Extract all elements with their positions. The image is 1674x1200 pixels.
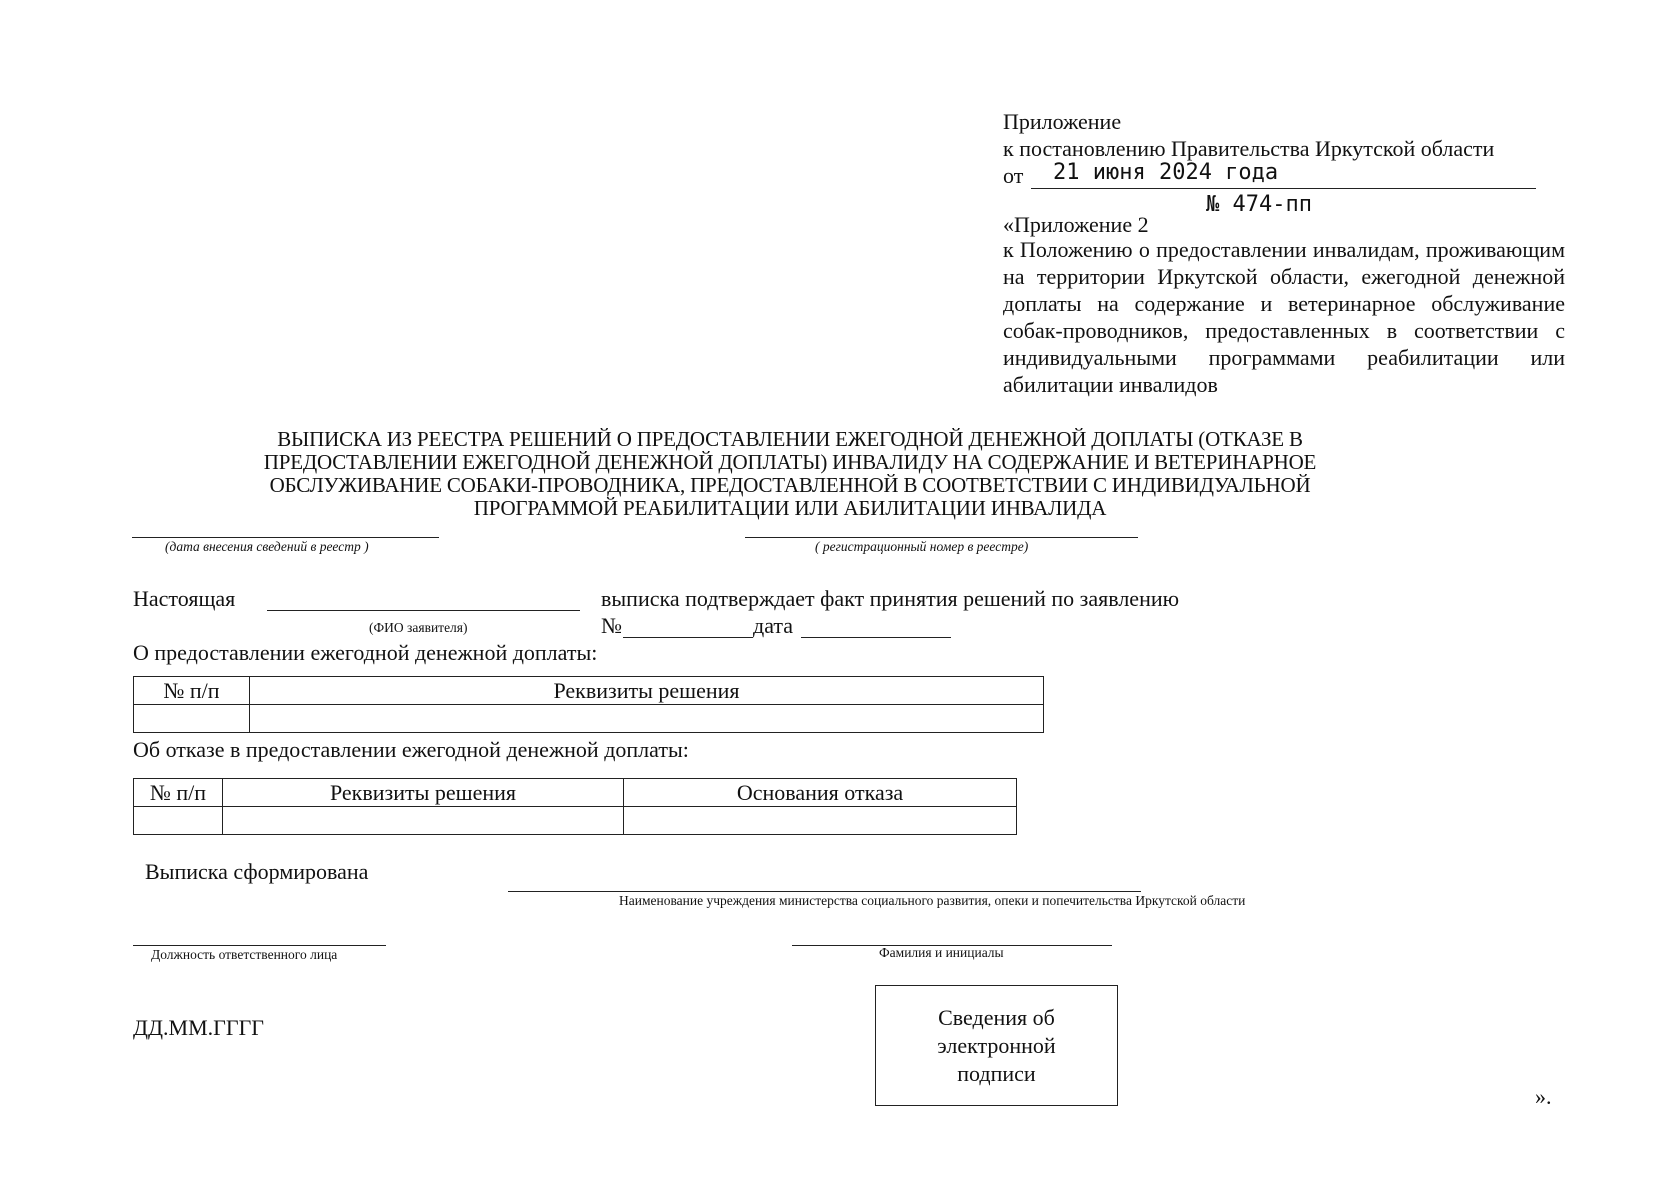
position-caption: Должность ответственного лица	[151, 947, 338, 962]
title-line: ВЫПИСКА ИЗ РЕЕСТРА РЕШЕНИЙ О ПРЕДОСТАВЛЕНИИ ЕЖЕГОДНОЙ ДЕНЕЖНОЙ ДОПЛАТЫ (ОТКАЗЕ В	[277, 427, 1303, 451]
application-date-line	[801, 637, 951, 638]
table-cell	[223, 807, 624, 835]
institution-caption: Наименование учреждения министерства социального развития, опеки и попечительства Иркутской области	[619, 893, 1246, 908]
decree-reference: к постановлению Правительства Иркутской области	[1003, 136, 1495, 161]
application-number-line	[623, 637, 753, 638]
table-header-cell: № п/п	[134, 779, 223, 807]
grant-heading: О предоставлении ежегодной денежной доплаты:	[133, 640, 598, 665]
application-number-label: №	[601, 613, 622, 638]
registry-date-caption: (дата внесения сведений в реестр )	[165, 539, 369, 554]
date-prefix: от	[1003, 163, 1024, 188]
signature-box-line: электронной	[937, 1032, 1056, 1058]
signature-box-line: подписи	[957, 1060, 1036, 1086]
decree-date-value: 21 июня 2024 года	[1053, 160, 1279, 185]
closing-quote: ».	[1535, 1084, 1552, 1109]
grant-decisions-table	[133, 676, 1044, 733]
registry-number-caption: ( регистрационный номер в реестре)	[815, 539, 1029, 554]
table-header-cell: Основания отказа	[624, 779, 1017, 807]
table-cell	[134, 807, 223, 835]
appendix-label: Приложение	[1003, 109, 1122, 134]
appendix2-label: «Приложение 2	[1003, 212, 1149, 237]
application-date-label: дата	[753, 613, 794, 638]
appendix-header	[1003, 108, 1565, 189]
table-cell	[134, 705, 250, 733]
table-header-cell: Реквизиты решения	[223, 779, 624, 807]
formed-label: Выписка сформирована	[145, 859, 369, 884]
decree-date-underline	[1031, 188, 1536, 189]
title-line: ПРОГРАММОЙ РЕАБИЛИТАЦИИ ИЛИ АБИЛИТАЦИИ ИНВАЛИДА	[473, 496, 1107, 520]
table-cell	[250, 705, 1044, 733]
statement-suffix: выписка подтверждает факт принятия решений по заявлению	[601, 586, 1180, 611]
decree-number-value: № 474-пп	[1206, 192, 1312, 217]
title-line: ПРЕДОСТАВЛЕНИИ ЕЖЕГОДНОЙ ДЕНЕЖНОЙ ДОПЛАТЫ) ИНВАЛИДУ НА СОДЕРЖАНИЕ И ВЕТЕРИНАРНОЕ	[263, 450, 1317, 474]
applicant-fio-line	[267, 610, 580, 611]
decree-date-row	[1003, 162, 1565, 189]
institution-line	[508, 891, 1141, 892]
regulation-reference: к Положению о предоставлении инвалидам, проживающим на территории Иркутской области, ежегодной денежной доплаты на содержание и ветеринарное обслуживание собак-проводников, предоставленных в соответствии с индивидуальными программами реабилитации или абилитации инвалидов	[1003, 237, 1565, 397]
title-line: ОБСЛУЖИВАНИЕ СОБАКИ-ПРОВОДНИКА, ПРЕДОСТАВЛЕННОЙ В СООТВЕТСТВИИ С ИНДИВИДУАЛЬНОЙ	[269, 473, 1311, 497]
electronic-signature-box	[875, 985, 1118, 1106]
signature-box-line: Сведения об	[938, 1004, 1055, 1030]
document-title	[240, 428, 1340, 520]
refusal-heading: Об отказе в предоставлении ежегодной денежной доплаты:	[133, 737, 689, 762]
registry-number-line	[745, 537, 1138, 538]
registry-date-line	[132, 537, 439, 538]
date-placeholder: ДД.ММ.ГГГГ	[133, 1015, 265, 1040]
name-caption: Фамилия и инициалы	[879, 945, 1004, 960]
applicant-fio-caption: (ФИО заявителя)	[369, 620, 468, 635]
table-header-cell: № п/п	[134, 677, 250, 705]
table-cell	[624, 807, 1017, 835]
statement-prefix: Настоящая	[133, 586, 236, 611]
table-header-cell: Реквизиты решения	[250, 677, 1044, 705]
refusal-decisions-table	[133, 778, 1017, 835]
position-line	[133, 945, 386, 946]
